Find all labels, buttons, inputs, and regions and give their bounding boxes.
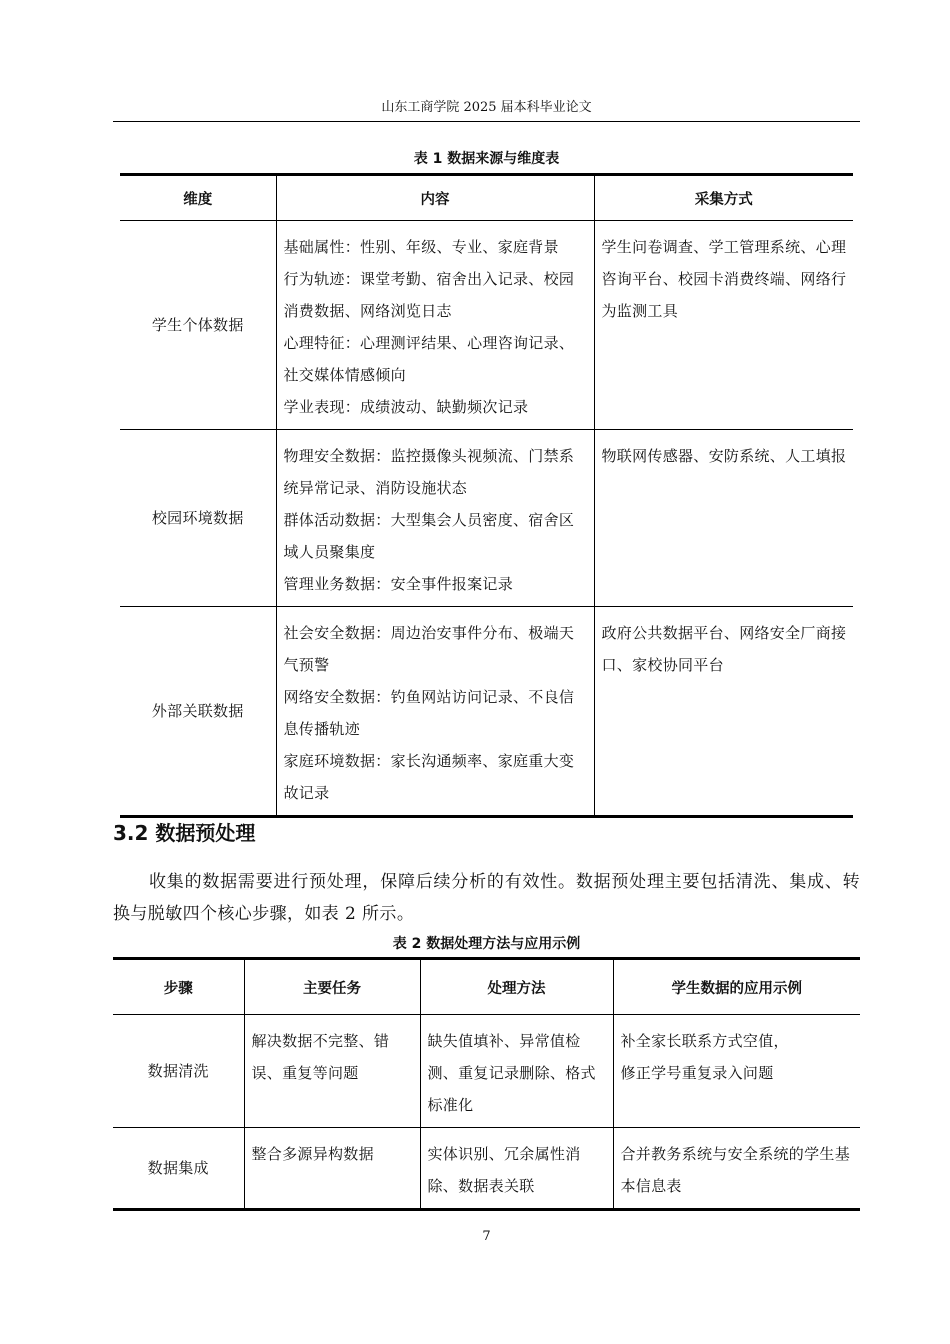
table2-header-step: 步骤 (113, 959, 244, 1015)
content-line: 基础属性：性别、年级、专业、家庭背景 (283, 238, 559, 256)
body-paragraph: 收集的数据需要进行预处理，保障后续分析的有效性。数据预处理主要包括清洗、集成、转换与脱敏四个核心步骤，如表 2 所示。 (113, 872, 860, 924)
table2-example-cell (613, 1015, 860, 1128)
content-line: 社会安全数据：周边治安事件分布、极端天气预警 (283, 624, 575, 674)
table-row (113, 1128, 860, 1210)
table1-content-cell (276, 430, 594, 607)
table1-method-cell: 政府公共数据平台、网络安全厂商接口、家校协同平台 (594, 607, 853, 817)
running-header: 山东工商学院 2025 届本科毕业论文 (381, 100, 592, 115)
content-line: 家庭环境数据：家长沟通频率、家庭重大变故记录 (283, 752, 575, 802)
content-line: 行为轨迹：课堂考勤、宿舍出入记录、校园消费数据、网络浏览日志 (283, 270, 575, 320)
data-processing-table (113, 957, 860, 1211)
table2-step-cell: 数据清洗 (113, 1015, 244, 1128)
content-line: 物理安全数据：监控摄像头视频流、门禁系统异常记录、消防设施状态 (283, 447, 575, 497)
header-rule (113, 121, 860, 122)
page-number: 7 (482, 1229, 491, 1244)
table-row (113, 1015, 860, 1128)
table1-header-content: 内容 (276, 175, 594, 221)
table1-method-cell: 物联网传感器、安防系统、人工填报 (594, 430, 853, 607)
table2-step-cell: 数据集成 (113, 1128, 244, 1210)
table2-task-cell: 整合多源异构数据 (244, 1128, 420, 1210)
table1-content-cell (276, 607, 594, 817)
example-line: 补全家长联系方式空值， (620, 1032, 789, 1050)
table1-header-method: 采集方式 (594, 175, 853, 221)
table2-task-cell: 解决数据不完整、错误、重复等问题 (244, 1015, 420, 1128)
table1-method-cell: 学生问卷调查、学工管理系统、心理咨询平台、校园卡消费终端、网络行为监测工具 (594, 221, 853, 430)
section-heading: 3.2 数据预处理 (113, 821, 256, 845)
table1-dimension-cell: 外部关联数据 (120, 607, 276, 817)
example-line: 合并教务系统与安全系统的学生基本信息表 (620, 1145, 851, 1195)
table1-header-dimension: 维度 (120, 175, 276, 221)
content-line: 心理特征：心理测评结果、心理咨询记录、社交媒体情感倾向 (283, 334, 575, 384)
table2-header-method: 处理方法 (420, 959, 613, 1015)
table2-method-cell: 缺失值填补、异常值检测、重复记录删除、格式标准化 (420, 1015, 613, 1128)
table1-dimension-cell: 学生个体数据 (120, 221, 276, 430)
content-line: 网络安全数据：钓鱼网站访问记录、不良信息传播轨迹 (283, 688, 575, 738)
content-line: 群体活动数据：大型集会人员密度、宿舍区域人员聚集度 (283, 511, 575, 561)
data-source-table (120, 173, 853, 818)
table2-header-example: 学生数据的应用示例 (613, 959, 860, 1015)
table1-content-cell (276, 221, 594, 430)
table-row (120, 430, 853, 607)
table-row (120, 607, 853, 817)
table2-method-cell: 实体识别、冗余属性消除、数据表关联 (420, 1128, 613, 1210)
table2-header-task: 主要任务 (244, 959, 420, 1015)
content-line: 学业表现：成绩波动、缺勤频次记录 (283, 398, 529, 416)
table2-example-cell (613, 1128, 860, 1210)
content-line: 管理业务数据：安全事件报案记录 (283, 575, 514, 593)
table1-caption: 表 1 数据来源与维度表 (413, 151, 560, 167)
table-row (120, 221, 853, 430)
table2-caption: 表 2 数据处理方法与应用示例 (392, 936, 581, 952)
example-line: 修正学号重复录入问题 (620, 1064, 774, 1082)
table1-dimension-cell: 校园环境数据 (120, 430, 276, 607)
